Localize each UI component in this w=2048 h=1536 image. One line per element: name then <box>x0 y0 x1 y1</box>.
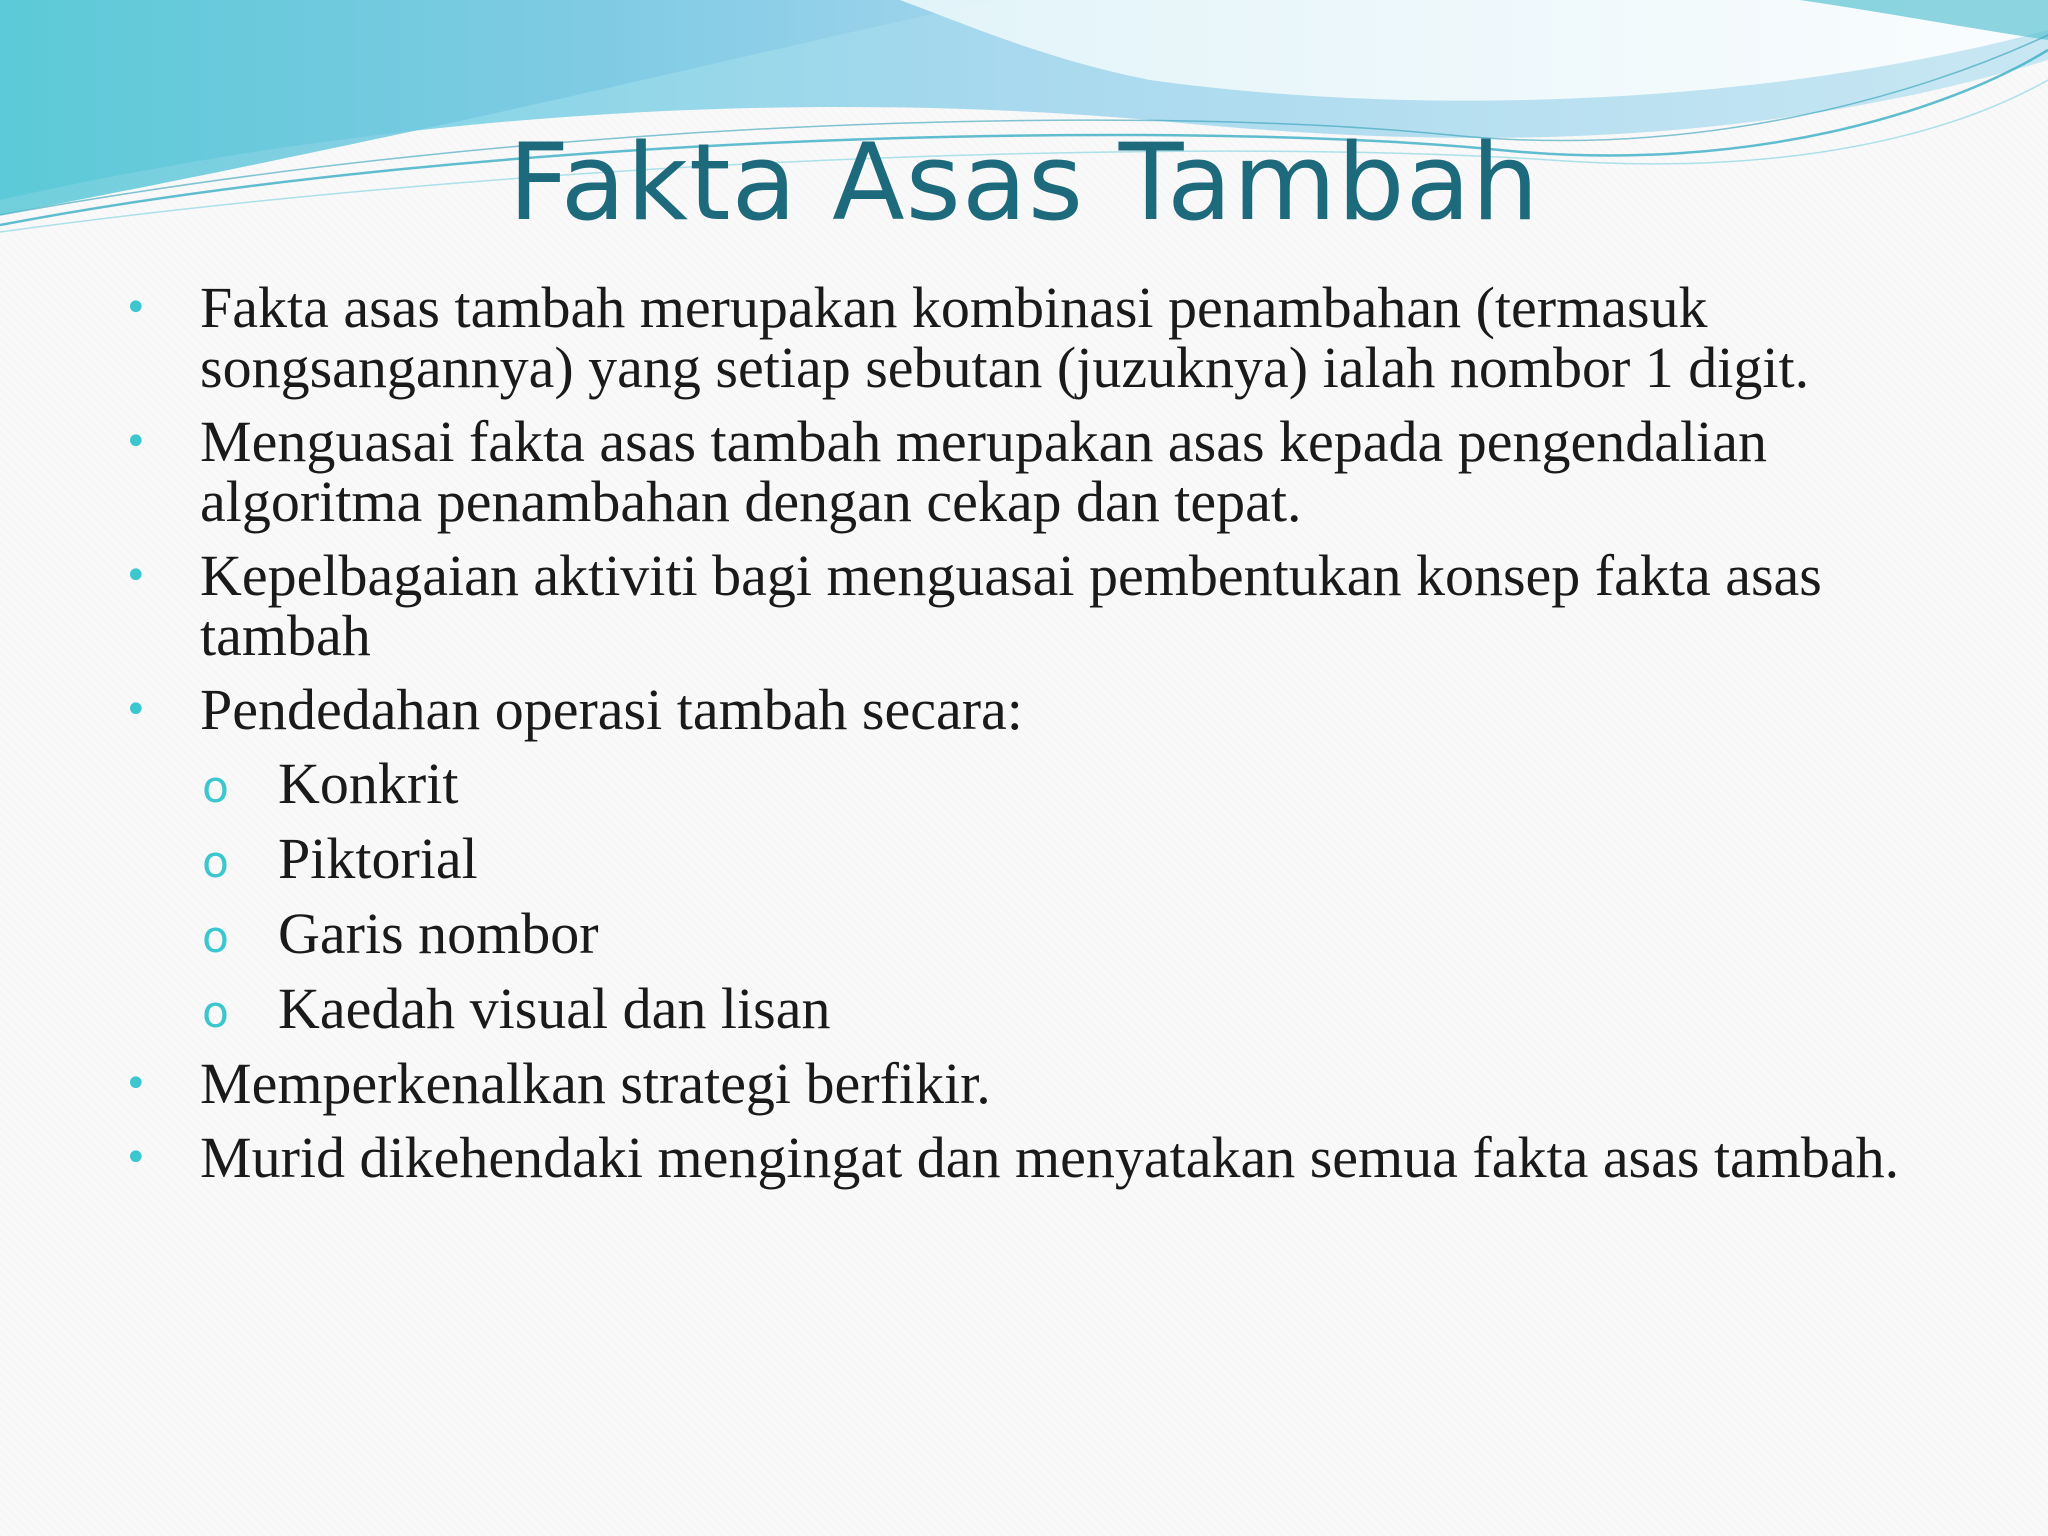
circle-bullet-icon: o <box>202 912 229 963</box>
bullet-icon: • <box>124 1135 148 1181</box>
sub-bullet-text: Konkrit <box>278 751 459 816</box>
sub-bullet-text: Piktorial <box>278 826 478 891</box>
bullet-icon: • <box>124 419 148 465</box>
circle-bullet-icon: o <box>202 837 229 888</box>
bullet-text: Kepelbagaian aktiviti bagi menguasai pembentukan konsep fakta asas tambah <box>200 543 1822 668</box>
circle-bullet-icon: o <box>202 762 229 813</box>
bullet-text: Memperkenalkan strategi berfikir. <box>200 1051 991 1116</box>
bullet-icon: • <box>124 687 148 733</box>
circle-bullet-icon: o <box>202 987 229 1038</box>
bullet-icon: • <box>124 553 148 599</box>
sub-bullet-item <box>118 901 1998 966</box>
bullet-item <box>118 1051 1998 1116</box>
bullet-text: Pendedahan operasi tambah secara: <box>200 677 1023 742</box>
bullet-icon: • <box>124 1061 148 1107</box>
sub-bullet-item <box>118 751 1998 816</box>
bullet-list <box>118 275 1998 1202</box>
sub-bullet-text: Kaedah visual dan lisan <box>278 976 831 1041</box>
bullet-text: Murid dikehendaki mengingat dan menyatakan semua fakta asas tambah. <box>200 1125 1900 1190</box>
bullet-text: Fakta asas tambah merupakan kombinasi penambahan (termasuk songsangannya) yang setiap sebutan (juzuknya) ialah nombor 1 digit. <box>200 275 1810 400</box>
slide-title: Fakta Asas Tambah <box>508 121 1540 244</box>
bullet-item <box>118 543 1998 668</box>
bullet-text: Menguasai fakta asas tambah merupakan asas kepada pengendalian algoritma penambahan dengan cekap dan tepat. <box>200 409 1767 534</box>
sub-bullet-item <box>118 826 1998 891</box>
bullet-icon: • <box>124 285 148 331</box>
bullet-item <box>118 677 1998 742</box>
bullet-item <box>118 275 1998 400</box>
sub-bullet-text: Garis nombor <box>278 901 599 966</box>
bullet-item <box>118 1125 1998 1190</box>
bullet-item <box>118 409 1998 534</box>
sub-bullet-item <box>118 976 1998 1041</box>
